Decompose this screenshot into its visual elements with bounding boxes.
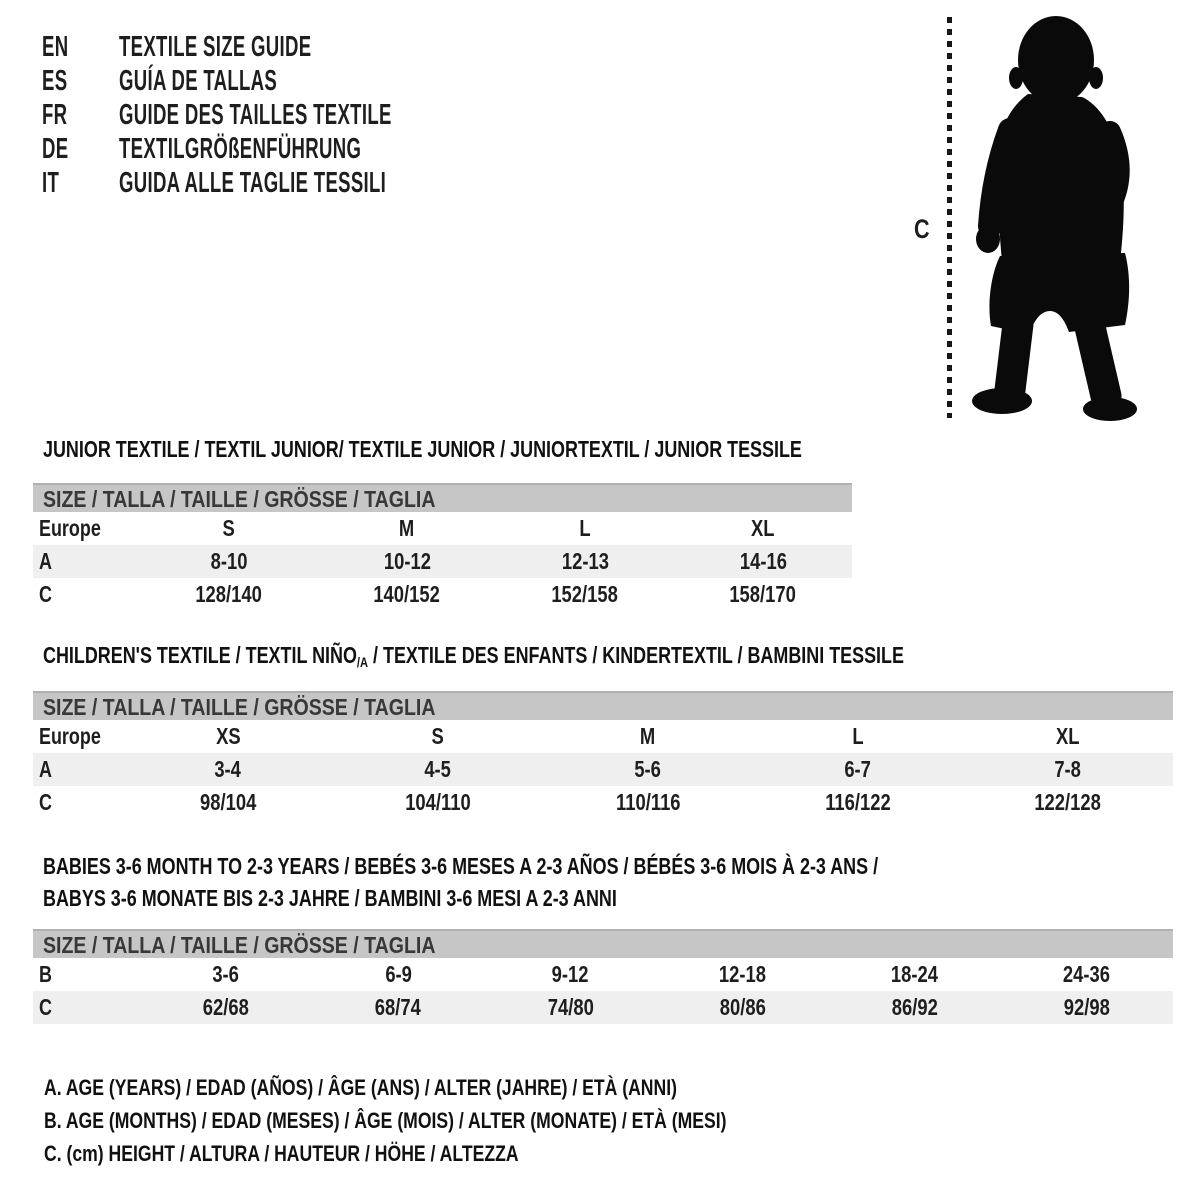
table-row — [33, 545, 852, 578]
value-cell: XL — [751, 515, 775, 541]
babies-section-title: BABIES 3-6 MONTH TO 2-3 YEARS / BEBÉS 3-6 MESES A 2-3 AÑOS / BÉBÉS 3-6 MOIS À 2-3 ANS / BABYS 3-6 MONATE BIS 2-3 JAHRE / BAMBINI 3-6 MESI A 2-3 ANNI — [43, 853, 879, 911]
value-cell: 86/92 — [829, 991, 1001, 1024]
list-item — [42, 30, 545, 64]
language-title: GUIDA ALLE TAGLIE TESSILI — [119, 166, 387, 199]
value-cell: 6-7 — [753, 753, 963, 786]
value-cell: S — [431, 723, 445, 749]
table-row — [33, 958, 1173, 991]
table-row — [33, 720, 1173, 753]
value-cell: M — [399, 515, 415, 541]
size-header-bar: SIZE / TALLA / TAILLE / GRÖSSE / TAGLIA — [33, 929, 1173, 958]
value-cell: 158/170 — [729, 581, 797, 607]
value-cell: 12-13 — [496, 545, 674, 578]
value-cell: 10-12 — [318, 545, 496, 578]
table-row — [33, 786, 1173, 819]
value-cell: 122/128 — [1034, 789, 1102, 815]
junior-size-table — [33, 483, 852, 611]
language-title: GUÍA DE TALLAS — [119, 64, 278, 97]
value-cell: 74/80 — [484, 991, 656, 1024]
row-label-cell: Europe — [39, 515, 101, 541]
nino-a-subscript: /A — [356, 654, 369, 671]
table-row — [33, 991, 1173, 1024]
height-measure-label: C — [913, 214, 930, 244]
row-label-cell: C — [39, 789, 52, 815]
list-item — [42, 166, 545, 200]
row-label-cell: C — [33, 991, 140, 1024]
language-code: IT — [42, 166, 60, 199]
value-cell: 98/104 — [199, 789, 257, 815]
value-cell: 6-9 — [384, 961, 412, 987]
value-cell: L — [579, 515, 591, 541]
value-cell: 24-36 — [1063, 961, 1111, 987]
value-cell: XS — [215, 723, 241, 749]
language-title: TEXTILGRÖßENFÜHRUNG — [119, 132, 362, 165]
value-cell: XL — [1056, 723, 1080, 749]
value-cell: 80/86 — [656, 991, 828, 1024]
row-label-cell: A — [33, 545, 140, 578]
value-cell: 104/110 — [405, 789, 471, 815]
table-row — [33, 578, 852, 611]
value-cell: 14-16 — [674, 545, 852, 578]
legend-line-b: B. AGE (MONTHS) / EDAD (MESES) / ÂGE (MOIS) / ALTER (MONATE) / ETÀ (MESI) — [44, 1108, 727, 1133]
value-cell: 152/158 — [551, 581, 619, 607]
row-label-cell: Europe — [39, 723, 101, 749]
value-cell: 92/98 — [1001, 991, 1173, 1024]
value-cell: 62/68 — [140, 991, 312, 1024]
value-cell: 3-6 — [212, 961, 240, 987]
value-cell: 8-10 — [140, 545, 318, 578]
table-row — [33, 753, 1173, 786]
language-title-list — [42, 30, 545, 200]
language-title: TEXTILE SIZE GUIDE — [119, 30, 312, 63]
list-item — [42, 64, 545, 98]
value-cell: 5-6 — [543, 753, 753, 786]
row-label-cell: B — [39, 961, 52, 987]
value-cell: 3-4 — [123, 753, 333, 786]
size-header-bar: SIZE / TALLA / TAILLE / GRÖSSE / TAGLIA — [33, 691, 1173, 720]
language-code: EN — [42, 30, 69, 63]
value-cell: 140/152 — [373, 581, 441, 607]
value-cell: 12-18 — [719, 961, 767, 987]
babies-size-table — [33, 929, 1173, 1024]
size-header-bar: SIZE / TALLA / TAILLE / GRÖSSE / TAGLIA — [33, 483, 852, 512]
language-code: ES — [42, 64, 68, 97]
value-cell: 4-5 — [333, 753, 543, 786]
value-cell: 116/122 — [825, 789, 891, 815]
measurement-legend — [44, 1071, 897, 1170]
table-row — [33, 512, 852, 545]
value-cell: M — [640, 723, 656, 749]
language-code: FR — [42, 98, 68, 131]
row-label-cell: C — [39, 581, 52, 607]
language-code: DE — [42, 132, 69, 165]
legend-line-c: C. (cm) HEIGHT / ALTURA / HAUTEUR / HÖHE / ALTEZZA — [44, 1141, 519, 1166]
value-cell: 18-24 — [891, 961, 939, 987]
junior-section-title: JUNIOR TEXTILE / TEXTIL JUNIOR/ TEXTILE JUNIOR / JUNIORTEXTIL / JUNIOR TESSILE — [43, 436, 802, 462]
value-cell: 110/116 — [615, 789, 681, 815]
baby-silhouette-icon — [958, 12, 1148, 422]
value-cell: 7-8 — [963, 753, 1173, 786]
row-label-cell: A — [33, 753, 123, 786]
value-cell: 9-12 — [551, 961, 589, 987]
value-cell: 128/140 — [195, 581, 263, 607]
list-item — [42, 132, 545, 166]
language-title: GUIDE DES TAILLES TEXTILE — [119, 98, 392, 131]
children-section-title: CHILDREN'S TEXTILE / TEXTIL $NIÑO_{/A}$ / TEXTILE DES ENFANTS / KINDERTEXTIL / BAMBINI TESSILE — [43, 642, 904, 671]
list-item — [42, 98, 545, 132]
height-measure-dashed-line — [947, 17, 952, 418]
children-size-table — [33, 691, 1173, 819]
value-cell: S — [222, 515, 236, 541]
value-cell: L — [852, 723, 864, 749]
value-cell: 68/74 — [312, 991, 484, 1024]
legend-line-a: A. AGE (YEARS) / EDAD (AÑOS) / ÂGE (ANS) / ALTER (JAHRE) / ETÀ (ANNI) — [44, 1075, 677, 1100]
